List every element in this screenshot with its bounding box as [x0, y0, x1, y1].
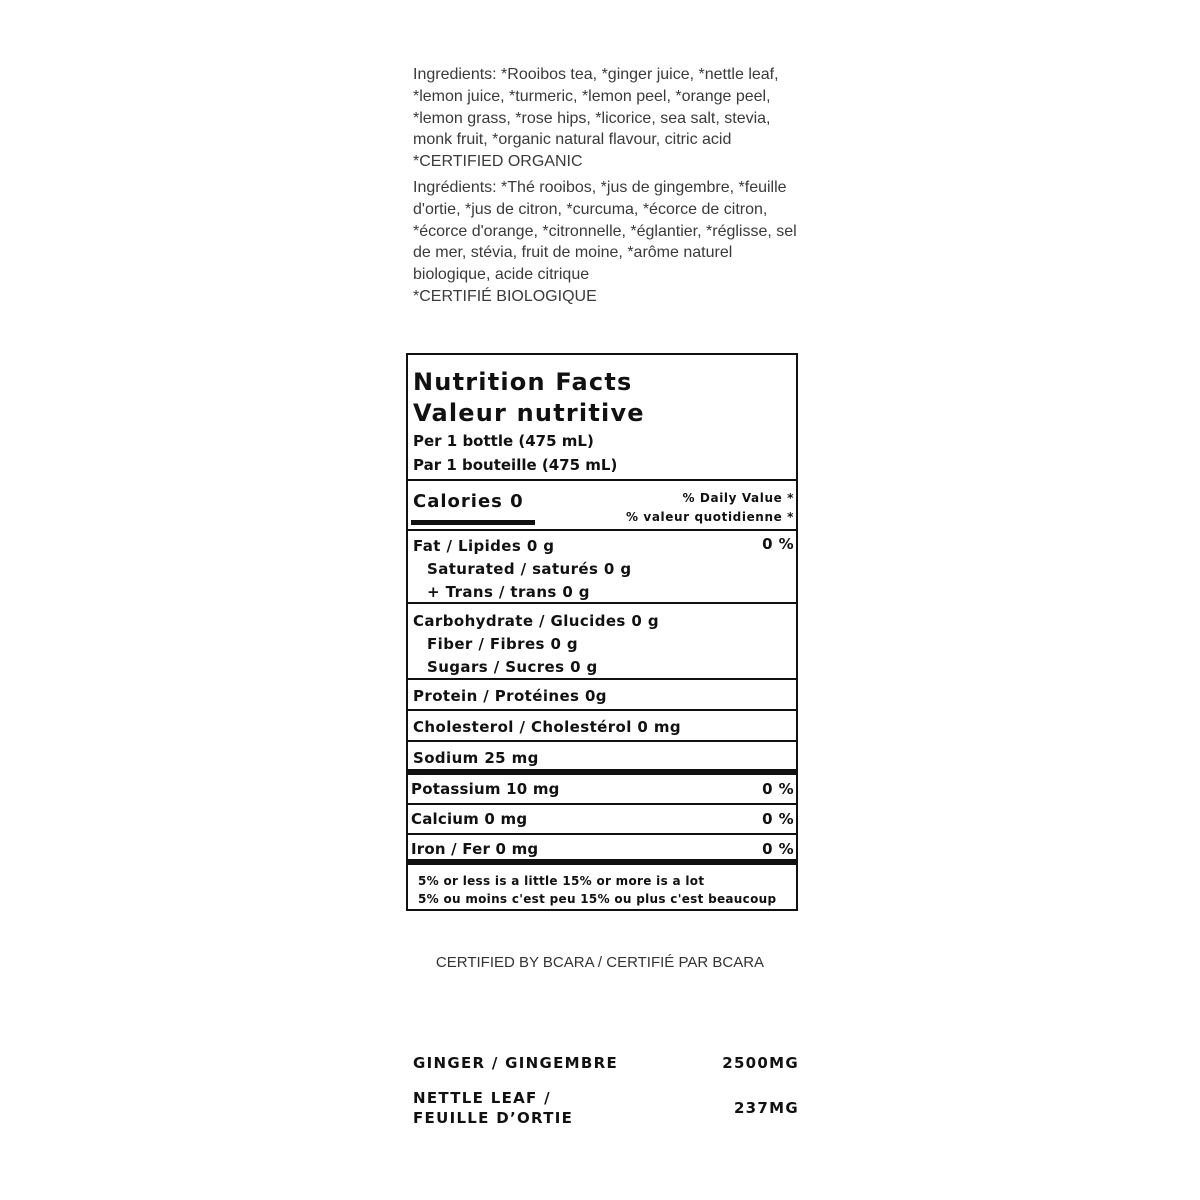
saturated-row: Saturated / saturés 0 g: [427, 560, 632, 578]
nutrition-title-fr: Valeur nutritive: [413, 399, 645, 427]
certified-by-text: CERTIFIED BY BCARA / CERTIFIÉ PAR BCARA: [435, 954, 765, 971]
protein-row: Protein / Protéines 0g: [413, 687, 607, 705]
trans-row: + Trans / trans 0 g: [427, 583, 590, 601]
nettle-label-line1: NETTLE LEAF /: [413, 1089, 551, 1107]
calcium-percent: 0 %: [762, 810, 794, 828]
fiber-row: Fiber / Fibres 0 g: [427, 635, 579, 653]
footnote-en: 5% or less is a little 15% or more is a lot: [418, 874, 705, 888]
sodium-row: Sodium 25 mg: [413, 749, 539, 767]
daily-value-en: % Daily Value *: [682, 491, 794, 505]
ingredients-french: [413, 177, 813, 308]
potassium-row: [408, 775, 796, 805]
fat-percent: 0 %: [762, 535, 794, 553]
fat-section: [408, 531, 796, 604]
carbohydrate-section: [408, 604, 796, 680]
nutrition-facts-table: [406, 353, 798, 911]
iron-label: Iron / Fer 0 mg: [411, 840, 539, 858]
protein-section: [408, 680, 796, 711]
fat-row: Fat / Lipides 0 g: [413, 537, 555, 555]
sodium-section: [408, 742, 796, 775]
calcium-row: [408, 805, 796, 835]
potassium-percent: 0 %: [762, 780, 794, 798]
sugars-row: Sugars / Sucres 0 g: [427, 658, 598, 676]
cholesterol-section: [408, 711, 796, 742]
nettle-label-line2: FEUILLE D’ORTIE: [413, 1109, 574, 1127]
nettle-amount: 237MG: [733, 1099, 799, 1117]
iron-percent: 0 %: [762, 840, 794, 858]
serving-size-fr: Par 1 bouteille (475 mL): [413, 456, 618, 474]
calories-underline: [411, 520, 535, 525]
ingredients-french-text: Ingrédients: *Thé rooibos, *jus de gingembre, *feuille d'ortie, *jus de citron, *curcuma, *écorce de citron, *écorce d'orange, *citronnelle, *églantier, *réglisse, sel de mer, stévia, fruit de moine, *arôme naturel biologique, acide citrique: [413, 178, 797, 284]
calories-label: Calories 0: [413, 491, 524, 512]
nutrition-header: [408, 355, 796, 481]
certified-biologique-note: *CERTIFIÉ BIOLOGIQUE: [413, 287, 597, 305]
footnote-fr: 5% ou moins c'est peu 15% ou plus c'est beaucoup: [418, 891, 777, 906]
daily-value-fr: % valeur quotidienne *: [626, 510, 794, 524]
nettle-row: [413, 1088, 799, 1128]
herb-amounts: [413, 1054, 799, 1128]
ginger-amount: 2500MG: [722, 1054, 799, 1072]
cholesterol-row: Cholesterol / Cholestérol 0 mg: [413, 718, 682, 736]
ginger-row: [413, 1054, 799, 1080]
iron-row: [408, 835, 796, 865]
serving-size-en: Per 1 bottle (475 mL): [413, 432, 594, 450]
carbohydrate-row: Carbohydrate / Glucides 0 g: [413, 612, 659, 630]
calories-row: [408, 481, 796, 531]
daily-value-header: [626, 489, 794, 527]
daily-value-footnote: [408, 865, 796, 908]
certified-organic-note: *CERTIFIED ORGANIC: [413, 153, 583, 171]
ginger-label: GINGER / GINGEMBRE: [413, 1054, 619, 1072]
ingredients-section: [413, 64, 813, 308]
ingredients-english: [413, 64, 813, 173]
calcium-label: Calcium 0 mg: [411, 810, 528, 828]
potassium-label: Potassium 10 mg: [411, 780, 560, 798]
ingredients-english-text: Ingredients: *Rooibos tea, *ginger juice, *nettle leaf, *lemon juice, *turmeric, *lemon peel, *orange peel, *lemon grass, *rose hips, *licorice, sea salt, stevia, monk fruit, *organic natural flavour, citric acid: [413, 66, 779, 149]
nutrition-title-en: Nutrition Facts: [413, 368, 633, 396]
